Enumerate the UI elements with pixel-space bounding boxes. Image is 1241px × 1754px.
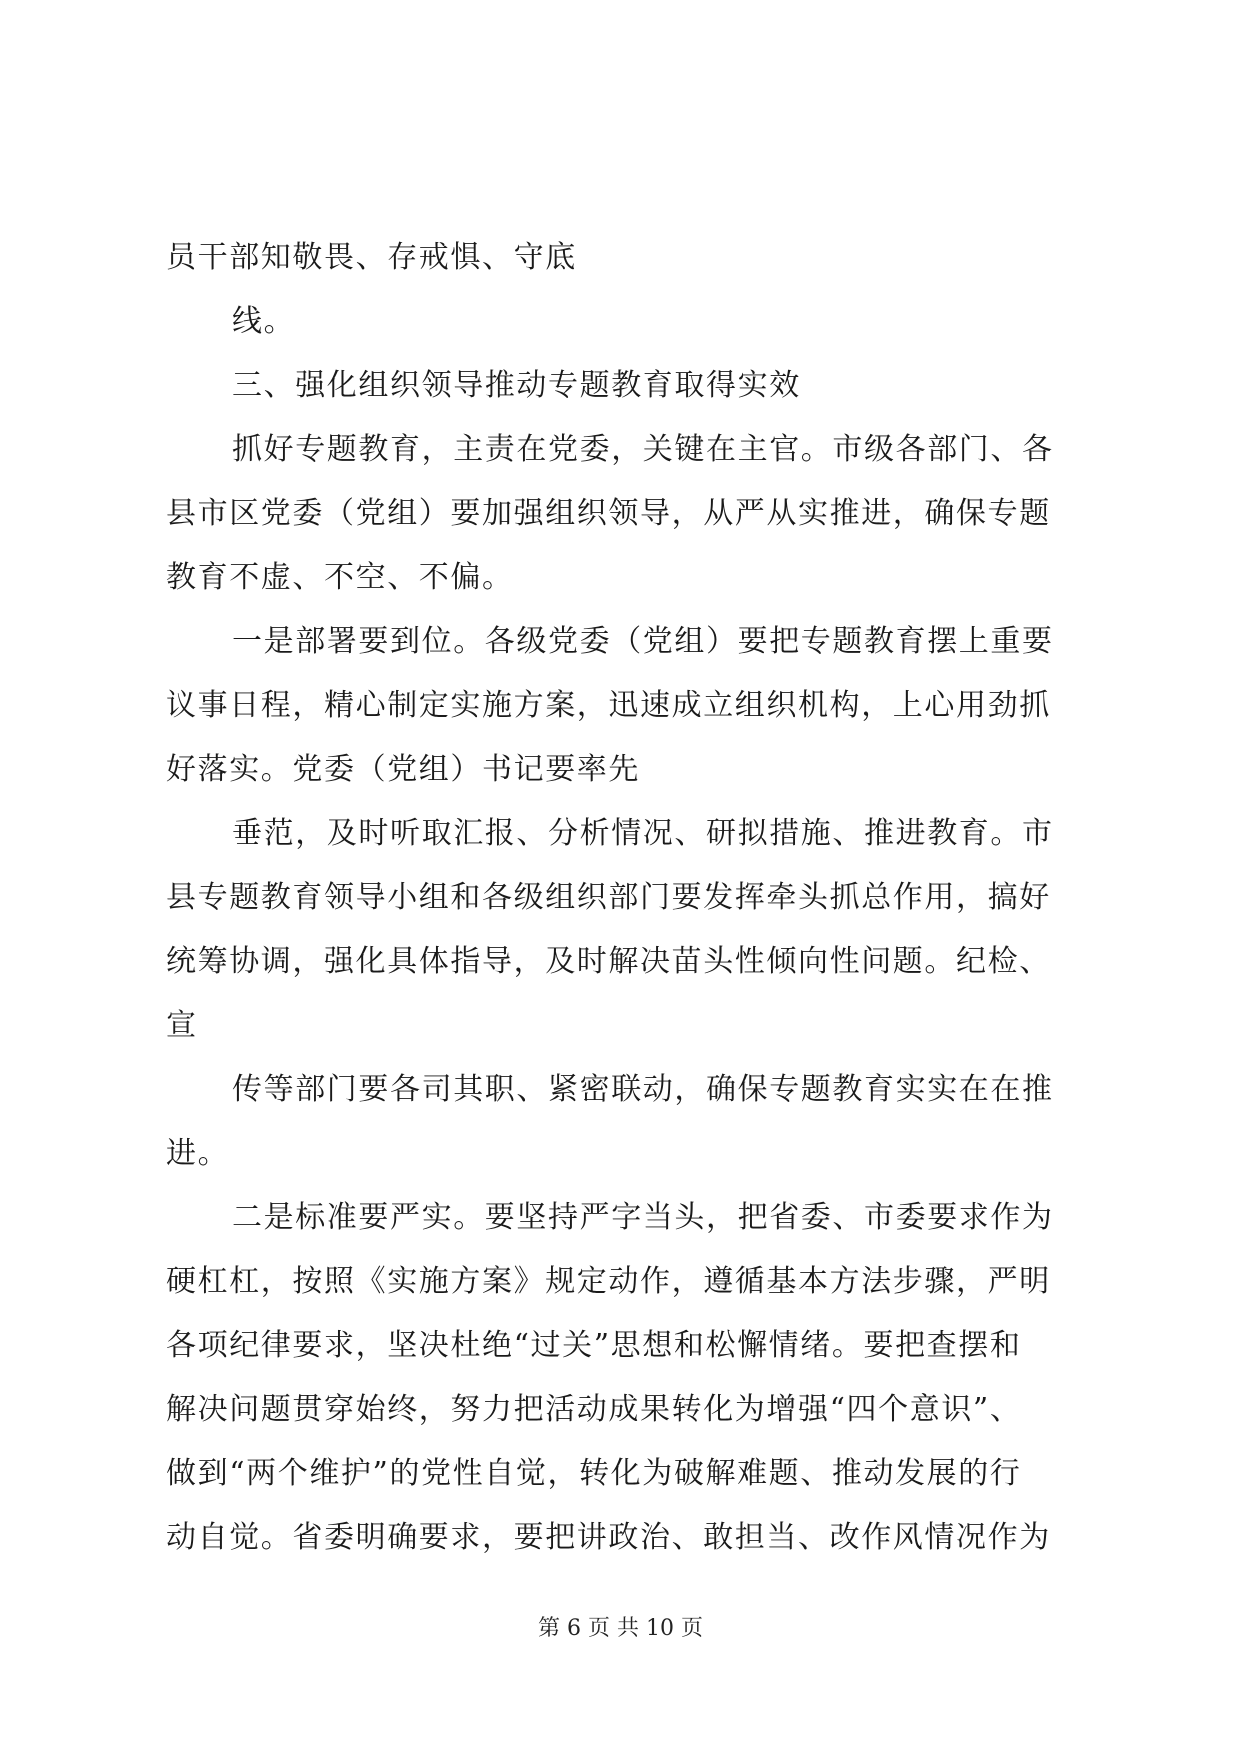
text-line: 统筹协调，强化具体指导，及时解决苗头性倾向性问题。纪检、 (166, 944, 1051, 979)
text-line: 宣 (166, 1008, 198, 1043)
text-line: 一是部署要到位。各级党委（党组）要把专题教育摆上重要 (232, 624, 1054, 659)
text-line: 垂范，及时听取汇报、分析情况、研拟措施、推进教育。市 (232, 816, 1054, 851)
text-line: 二是标准要严实。要坚持严字当头，把省委、市委要求作为 (232, 1200, 1054, 1235)
text-line: 传等部门要各司其职、紧密联动，确保专题教育实实在在推 (232, 1072, 1054, 1107)
text-line: 县市区党委（党组）要加强组织领导，从严从实推进，确保专题 (166, 496, 1051, 531)
text-line: 县专题教育领导小组和各级组织部门要发挥牵头抓总作用，搞好 (166, 880, 1051, 915)
text-line: 解决问题贯穿始终，努力把活动成果转化为增强“四个意识”、 (166, 1392, 1022, 1427)
text-line: 抓好专题教育，主责在党委，关键在主官。市级各部门、各 (232, 432, 1054, 467)
text-line: 好落实。党委（党组）书记要率先 (166, 752, 640, 787)
section-heading: 三、强化组织领导推动专题教育取得实效 (232, 368, 801, 403)
text-line: 员干部知敬畏、存戒惧、守底 (166, 240, 577, 275)
text-line: 进。 (166, 1136, 230, 1171)
text-line: 做到“两个维护”的党性自觉，转化为破解难题、推动发展的行 (166, 1456, 1022, 1491)
text-line: 动自觉。省委明确要求，要把讲政治、敢担当、改作风情况作为 (166, 1520, 1051, 1555)
text-line: 议事日程，精心制定实施方案，迅速成立组织机构，上心用劲抓 (166, 688, 1051, 723)
page-number: 第 6 页 共 10 页 (538, 1616, 703, 1641)
text-line: 线。 (232, 304, 296, 339)
text-line: 硬杠杠，按照《实施方案》规定动作，遵循基本方法步骤，严明 (166, 1264, 1051, 1299)
text-line: 各项纪律要求，坚决杜绝“过关”思想和松懈情绪。要把查摆和 (166, 1328, 1022, 1363)
text-line: 教育不虚、不空、不偏。 (166, 560, 514, 595)
